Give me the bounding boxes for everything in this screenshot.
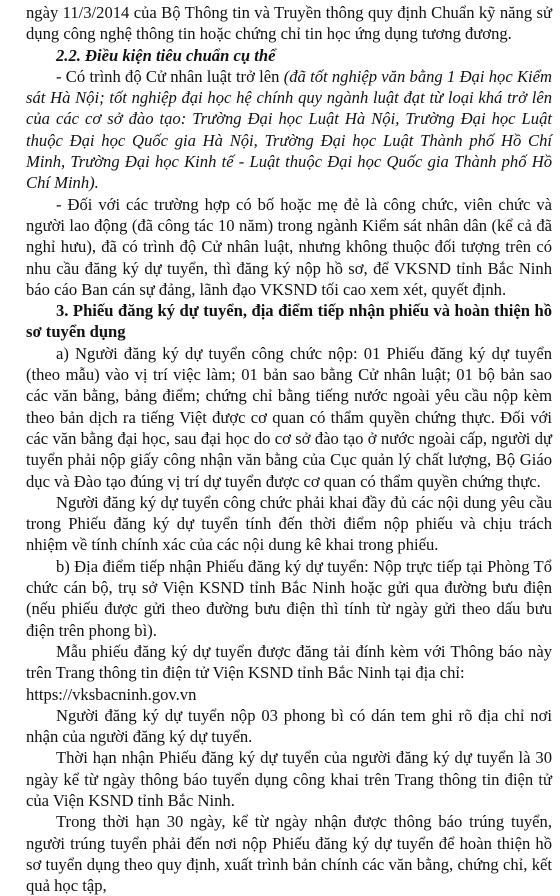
qualification-paragraph	[26, 66, 552, 194]
intro-paragraph: ngày 11/3/2014 của Bộ Thông tin và Truyền thông quy định Chuẩn kỹ năng sử dụng công nghệ thông tin hoặc chứng chỉ tin học ứng dụng tương đương.	[26, 3, 552, 44]
envelopes-paragraph: Người đăng ký dự tuyển nộp 03 phong bì có dán tem ghi rõ địa chỉ nơi nhận của người đăng ký dự tuyển.	[26, 705, 552, 747]
qualification-lead: - Có trình độ Cử nhân luật trở lên	[56, 66, 284, 86]
family-case-paragraph: - Đối với các trường hợp có bố hoặc mẹ đẻ là công chức, viên chức và người lao động (đã công tác 10 năm) trong ngành Kiểm sát nhân dân (kể cả đã nghỉ hưu), đã có trình độ Cử nhân luật, nhưng không thuộc đối tượng trên có nhu cầu đăng ký dự tuyển, thì đăng ký nộp hồ sơ, để VKSND tỉnh Bắc Ninh báo cáo Ban cán sự đảng, lãnh đạo VKSND tối cao xem xét, quyết định.	[26, 194, 552, 299]
section-2-2-heading: 2.2. Điều kiện tiêu chuẩn cụ thể	[56, 45, 276, 65]
section-3b-paragraph: b) Địa điểm tiếp nhận Phiếu đăng ký dự tuyển: Nộp trực tiếp tại Phòng Tổ chức cán bộ, trụ sở Viện KSND tỉnh Bắc Ninh hoặc gửi qua đường bưu điện (nếu phiếu được gửi theo đường bưu điện thì tính từ ngày gửi theo dấu bưu điện trên phong bì).	[26, 556, 552, 640]
deadline-paragraph: Thời hạn nhận Phiếu đăng ký dự tuyển của người đăng ký dự tuyển là 30 ngày kể từ ngày thông báo tuyển dụng công khai trên Trang thông tin điện tử của Viện KSND tỉnh Bắc Ninh.	[26, 748, 552, 810]
website-url: https://vksbacninh.gov.vn	[26, 684, 197, 704]
section-3a-paragraph: a) Người đăng ký dự tuyển công chức nộp: 01 Phiếu đăng ký dự tuyển (theo mẫu) vào vị trí việc làm; 01 bản sao bằng Cử nhân luật; 01 bộ bản sao các văn bằng, bảng điểm; chứng chỉ bằng tiếng nước ngoài yêu cầu nộp kèm theo bản dịch ra tiếng Việt được cơ quan có thẩm quyền chứng thực. Đối với các văn bằng đại học, sau đại học do cơ sở đào tạo ở nước ngoài cấp, người dự tuyển phải nộp giấy công nhận văn bằng của Cục quản lý chất lượng, Bộ Giáo dục và Đào tạo đúng vị trí dự tuyển được cơ quan có thẩm quyền chứng thực.	[26, 343, 552, 491]
section-3a-declaration-paragraph: Người đăng ký dự tuyển công chức phải khai đầy đủ các nội dung yêu cầu trong Phiếu đăng ký dự tuyển tính đến thời điểm nộp phiếu và chịu trách nhiệm về tính chính xác của các nội dung kê khai trong phiếu.	[26, 492, 552, 555]
section-3-heading: 3. Phiếu đăng ký dự tuyển, địa điểm tiếp nhận phiếu và hoàn thiện hồ sơ tuyển dụng	[26, 301, 552, 342]
form-template-paragraph: Mẫu phiếu đăng ký dự tuyển được đăng tải đính kèm với Thông báo này trên Trang thông tin điện tử Viện KSND tỉnh Bắc Ninh tại địa chỉ:	[26, 641, 552, 683]
completion-paragraph: Trong thời hạn 30 ngày, kể từ ngày nhận được thông báo trúng tuyển, người trúng tuyển phải đến nơi nộp Phiếu đăng ký dự tuyển để hoàn thiện hồ sơ tuyển dụng theo quy định, xuất trình bản chính các văn bằng, chứng chỉ, kết quả học tập,	[26, 812, 552, 896]
qualification-details: (đã tốt nghiệp văn bằng 1 Đại học Kiểm sát Hà Nội; tốt nghiệp đại học hệ chính quy ngành luật đạt từ loại khá trở lên của các cơ sở đào tạo: Trường Đại học Luật Hà Nội, Trường Đại học Luật thuộc Đại học Quốc gia Hà Nội, Trường Đại học Luật Thành phố Hồ Chí Minh, Trường Đại học Kinh tế - Luật thuộc Đại học Quốc gia Thành phố Hồ Chí Minh).	[26, 66, 553, 193]
